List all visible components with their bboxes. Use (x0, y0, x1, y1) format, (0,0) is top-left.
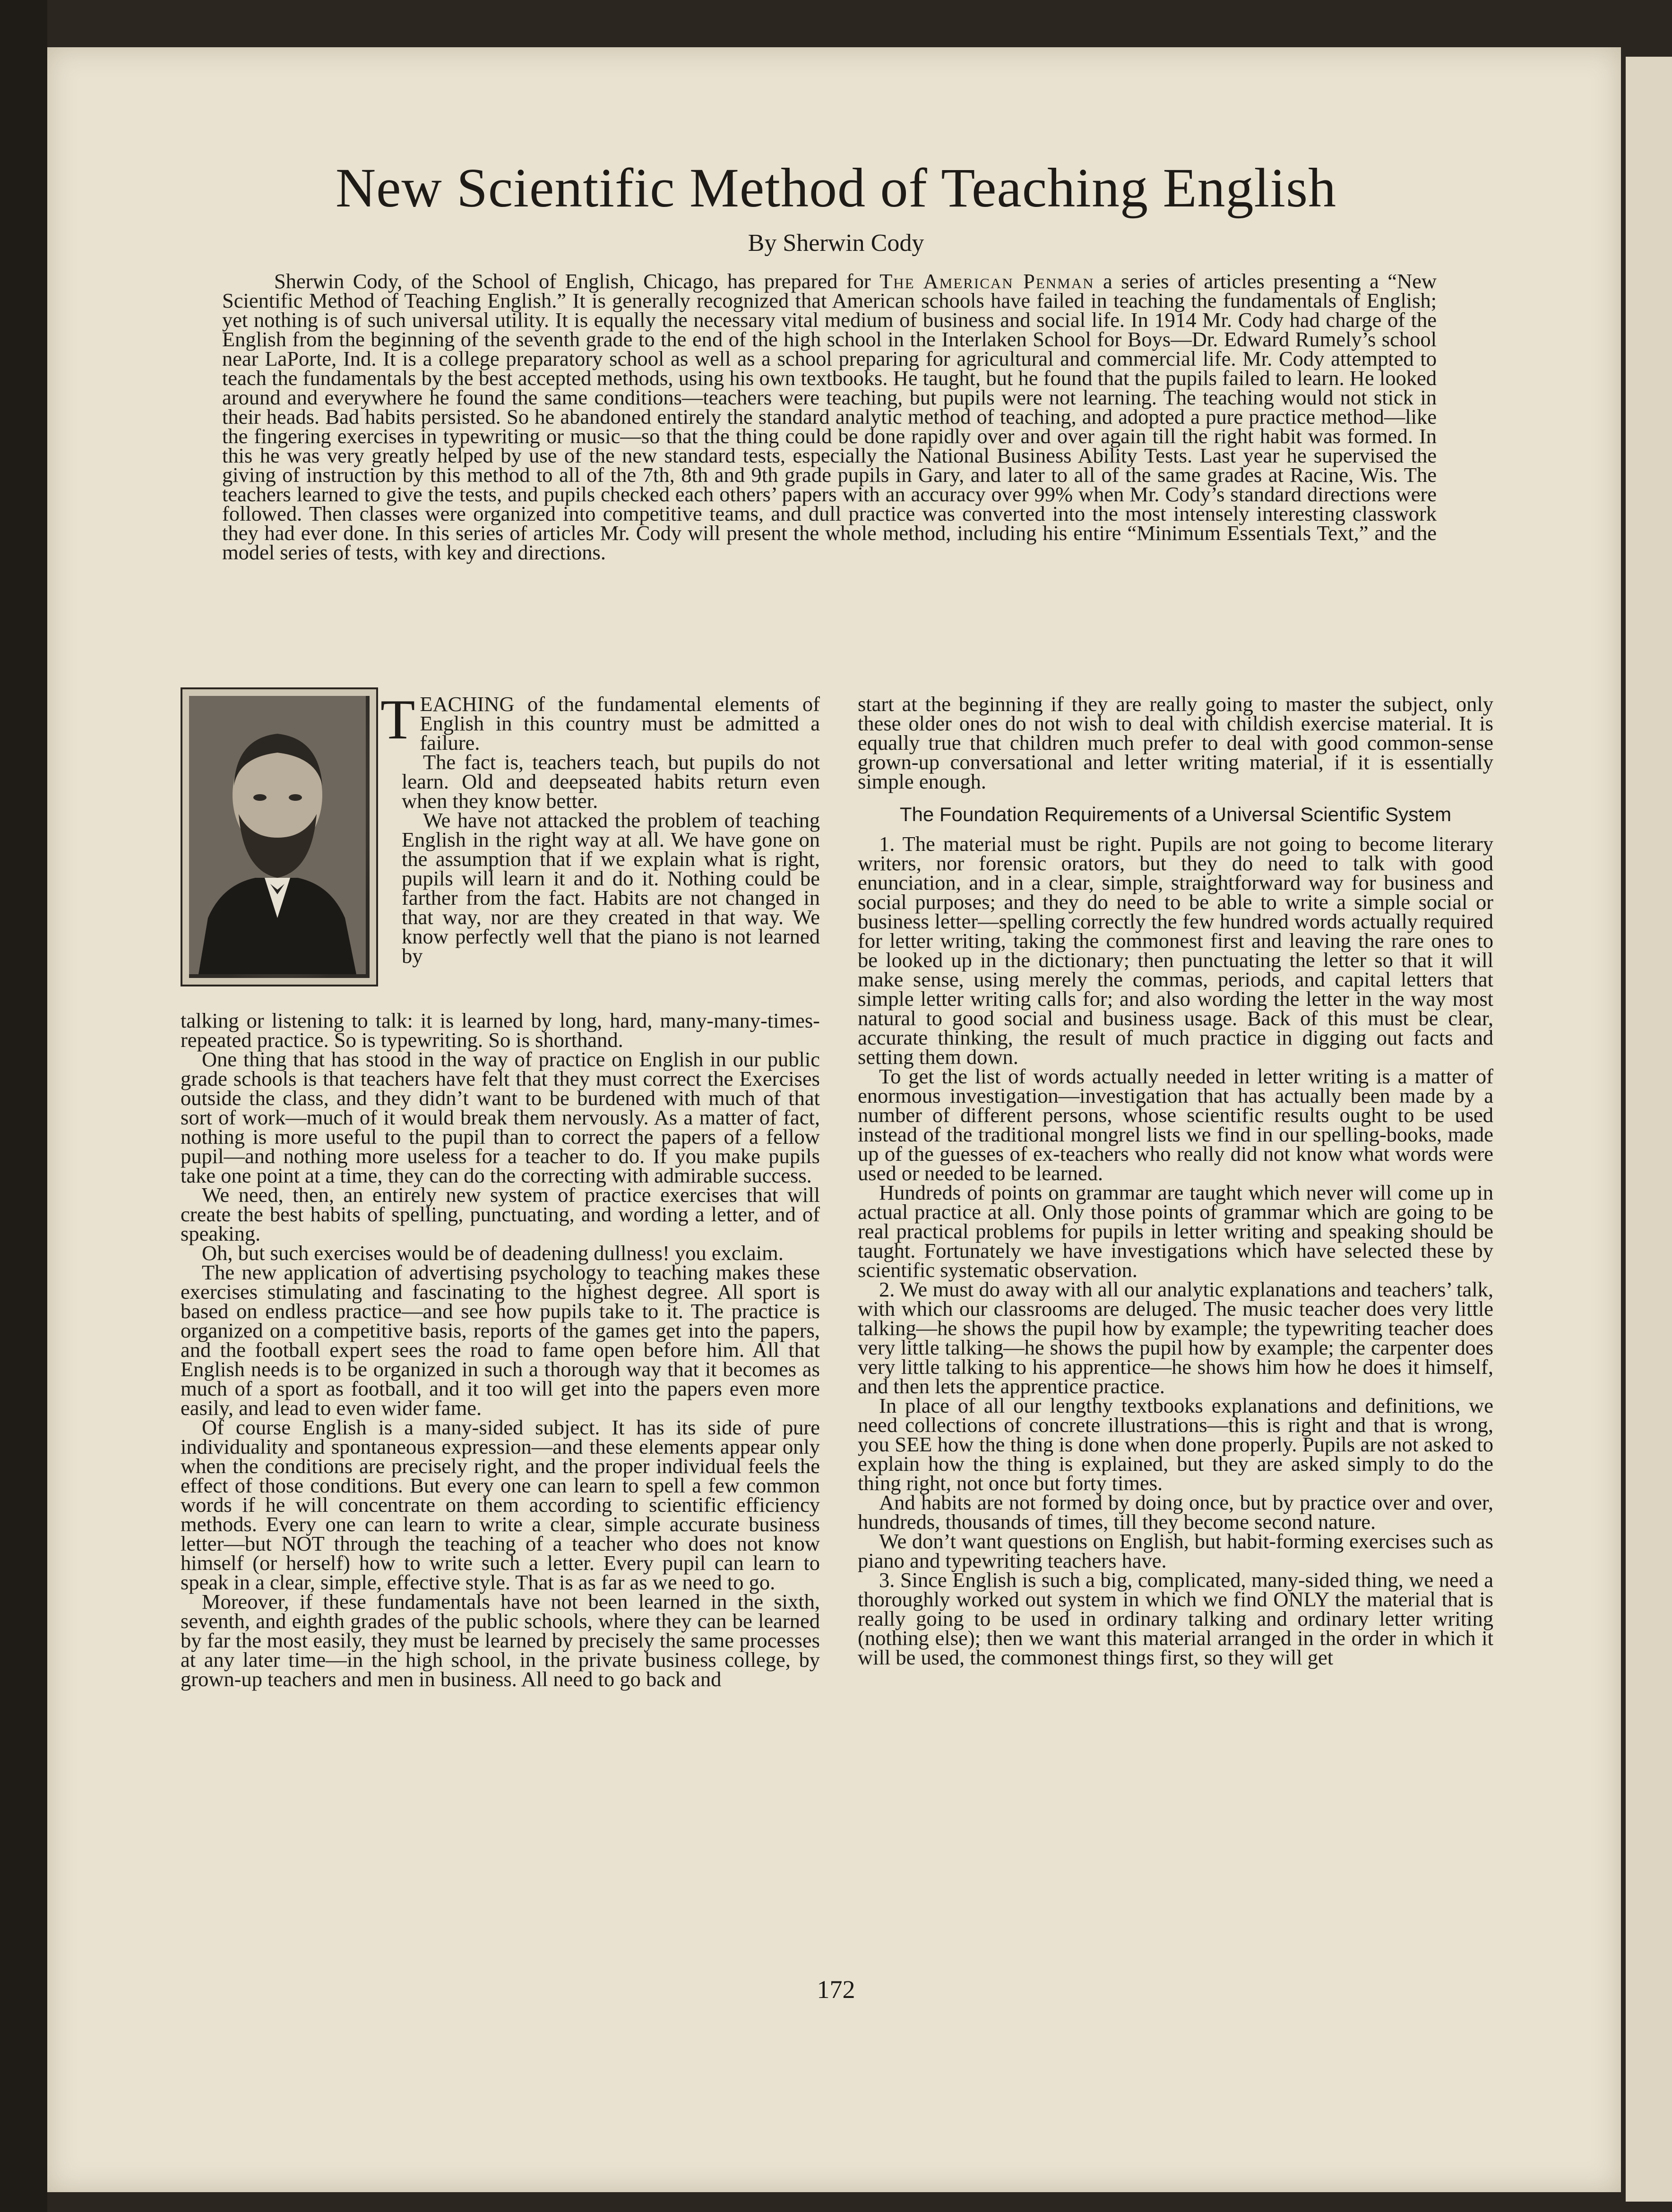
first-paragraph (380, 688, 820, 754)
page-number: 172 (817, 1975, 855, 2004)
paragraph: 3. Since English is such a big, complicated, many-sided thing, we need a thoroughly worked out system in which we find ONLY the material that is really going to be used in ordinary talking and ordinary letter writing (nothing else); then we want this material arranged in the order in which it will be used, the commonest things first, so they will get (858, 1568, 1493, 1669)
paragraph: We don’t want questions on English, but habit-forming exercises such as piano and typewriting teachers have. (858, 1529, 1493, 1572)
binding-edge (0, 0, 47, 2212)
drop-cap: T (380, 688, 415, 751)
paragraph-continuation: talking or listening to talk: it is learned by long, hard, many-many-times-repeated practice. So is typewriting. So is shorthand. (181, 1009, 820, 1052)
paragraph: The fact is, teachers teach, but pupils do not learn. Old and deepseated habits return even when they know better. (402, 750, 820, 813)
paragraph: And habits are not formed by doing once, but by practice over and over, hundreds, thousands of times, till they become second nature. (858, 1491, 1493, 1534)
left-column-top (380, 688, 820, 968)
paragraph: Of course English is a many-sided subject. It has its side of pure individuality and spontaneous expression—and these elements appear only when the conditions are precisely right, and the proper individual feels the effect of those conditions. But every one can learn to spell a few common words if he will concentrate on them according to scientific efficiency methods. Every one can learn to write a clear, simple accurate business letter—but NOT through the teaching of a teacher who does not know himself (or herself) how to write such a letter. Every pupil can learn to speak in a clear, simple, effective style. That is as far as we need to go. (181, 1415, 820, 1594)
paragraph: Oh, but such exercises would be of deadening dullness! you exclaim. (202, 1241, 784, 1265)
paragraph: To get the list of words actually needed in letter writing is a matter of enormous investigation—investigation that has actually been made by a number of different persons, whose scientific results ought to be used instead of the traditional mongrel lists we find in our spelling-books, made up of the guesses of ex-teachers who really did not know what words were used or needed to be learned. (858, 1064, 1493, 1185)
paragraph: One thing that has stood in the way of practice on English in our public grade schools is that teachers have felt that they must correct the Exercises outside the class, and they didn’t want to be burdened with much of that sort of work—much of it would break them nervously. As a matter of fact, nothing is more useful to the pupil than to correct the papers of a fellow pupil—and nothing more useless for a teacher to do. If you make pupils take one point at a time, they can do the correcting with admirable success. (181, 1047, 820, 1187)
article-byline: By Sherwin Cody (748, 230, 924, 257)
intro-text-b: a series of articles presenting a “New Scientific Method of Teaching English.” It is generally recognized that American schools have failed in teaching the fundamentals of English; yet nothing is of such universal utility. It is equally the necessary vital medium of business and social life. In 1914 Mr. Cody had charge of the English from the beginning of the seventh grade to the end of the high school in the Interlaken School for Boys—Dr. Edward Rumely’s school near LaPorte, Ind. It is a college preparatory school as well as a school preparing for agricultural and commercial life. Mr. Cody attempted to teach the fundamentals by the best accepted methods, using his own textbooks. He taught, but he found that the pupils failed to learn. He looked around and everywhere he found the same conditions—teachers were teaching, but pupils were not learning. The teaching would not stick in their heads. Bad habits persisted. So he abandoned entirely the standard analytic method of teaching, and adopted a pure practice method—like the fingering exercises in typewriting or music—so that the thing could be done rapidly over and over again till the right habit was formed. In this he was very greatly helped by use of the new standard tests, especially the National Business Ability Tests. Last year he supervised the giving of instruction by this method to all of the 7th, 8th and 9th grade pupils in Gary, and later to all of the same grades at Racine, Wis. The teachers learned to give the tests, and pupils checked each others’ papers with an accuracy over 99% when Mr. Cody’s standard directions were followed. Then classes were organized into competitive teams, and dull practice was converted into the most intensely interesting classwork they had ever done. In this series of articles Mr. Cody will present the whole method, including his entire “Minimum Essentials Text,” and the model series of tests, with key and directions. (222, 269, 1437, 564)
paragraph-continuation: start at the beginning if they are really going to master the subject, only these older ones do not wish to deal with childish exercise material. It is equally true that children much prefer to deal with good common-sense grown-up conversational and letter writing material, if it is essentially simple enough. (858, 692, 1493, 793)
portrait-photo (189, 696, 370, 978)
first-paragraph-text: EACHING of the fundamental elements of English in this country must be admitted a failure. (420, 692, 820, 754)
paragraph: In place of all our lengthy textbooks explanations and definitions, we need collections of concrete illustrations—this is right and that is wrong, you SEE how the thing is done when done properly. Pupils are not asked to explain how the thing is explained, but they are asked simply to do the thing right, not once but forty times. (858, 1394, 1493, 1495)
author-portrait (181, 687, 378, 986)
paragraph: Moreover, if these fundamentals have not been learned in the sixth, seventh, and eighth grades of the public schools, where they can be learned by far the most easily, they must be learned by precisely the same processes at any later time—in the high school, in the private business college, by grown-up teachers and men in business. All need to go back and (181, 1590, 820, 1691)
paragraph: The new application of advertising psychology to teaching makes these exercises stimulating and fascinating to the highest degree. All sport is based on endless practice—and see how pupils take to it. The practice is organized on a competitive basis, reports of the games get into the papers, and the football expert sees the road to fame open before him. All that English needs is to be organized in such a thorough way that it becomes as much of a sport as football, and it too will get into the papers even more easily, and lead to even wider fame. (181, 1260, 820, 1420)
article-title: New Scientific Method of Teaching English (335, 157, 1337, 219)
paragraph: We have not attacked the problem of teaching English in the right way at all. We have gone on the assumption that if we explain what is right, pupils will learn it and do it. Nothing could be farther from the fact. Habits are not changed in that way, nor are they created in that way. We know perfectly well that the piano is not learned by (402, 808, 820, 968)
publication-name: The American Penman (879, 269, 1095, 293)
right-column (858, 694, 1493, 1667)
adjacent-page-edge (1626, 57, 1672, 2202)
paragraph: 2. We must do away with all our analytic explanations and teachers’ talk, with which our classrooms are deluged. The music teacher does very little talking—he shows the pupil how by example; the typewriting teacher does very little talking—he shows the pupil how by example; the carpenter does very little talking to his apprentice—he shows him how he does it himself, and then lets the apprentice practice. (858, 1277, 1493, 1398)
editor-intro (222, 269, 1437, 564)
paragraph: We need, then, an entirely new system of practice exercises that will create the best habits of spelling, punctuating, and wording a letter, and of speaking. (181, 1183, 820, 1245)
left-column (181, 1011, 820, 1689)
intro-text-a: Sherwin Cody, of the School of English, Chicago, has prepared for (274, 269, 880, 293)
portrait-figure (189, 696, 366, 974)
paragraph: 1. The material must be right. Pupils are not going to become literary writers, nor forensic orators, but they do need to talk with good enunciation, and in a clear, simple, straightforward way for business and social purposes; and they do need to be able to write a simple social or business letter—spelling correctly the few hundred words actually required for letter writing, taking the commonest first and leaving the rare ones to be looked up in the dictionary; then punctuating the letter so that it will make sense, using merely the commas, periods, and capital letters that simple letter writing calls for; and also wording the letter in the way most natural to good social and business usage. Back of this must be clear, accurate thinking, the result of much practice in digging out facts and setting them down. (858, 832, 1493, 1069)
section-subheading: The Foundation Requirements of a Universal Scientific System (899, 803, 1452, 825)
paragraph: Hundreds of points on grammar are taught which never will come up in actual practice at all. Only those points of grammar which are going to be real practical problems for pupils in letter writing and speaking should be taught. Fortunately we have investigations which have selected these by scientific systematic observation. (858, 1181, 1493, 1282)
